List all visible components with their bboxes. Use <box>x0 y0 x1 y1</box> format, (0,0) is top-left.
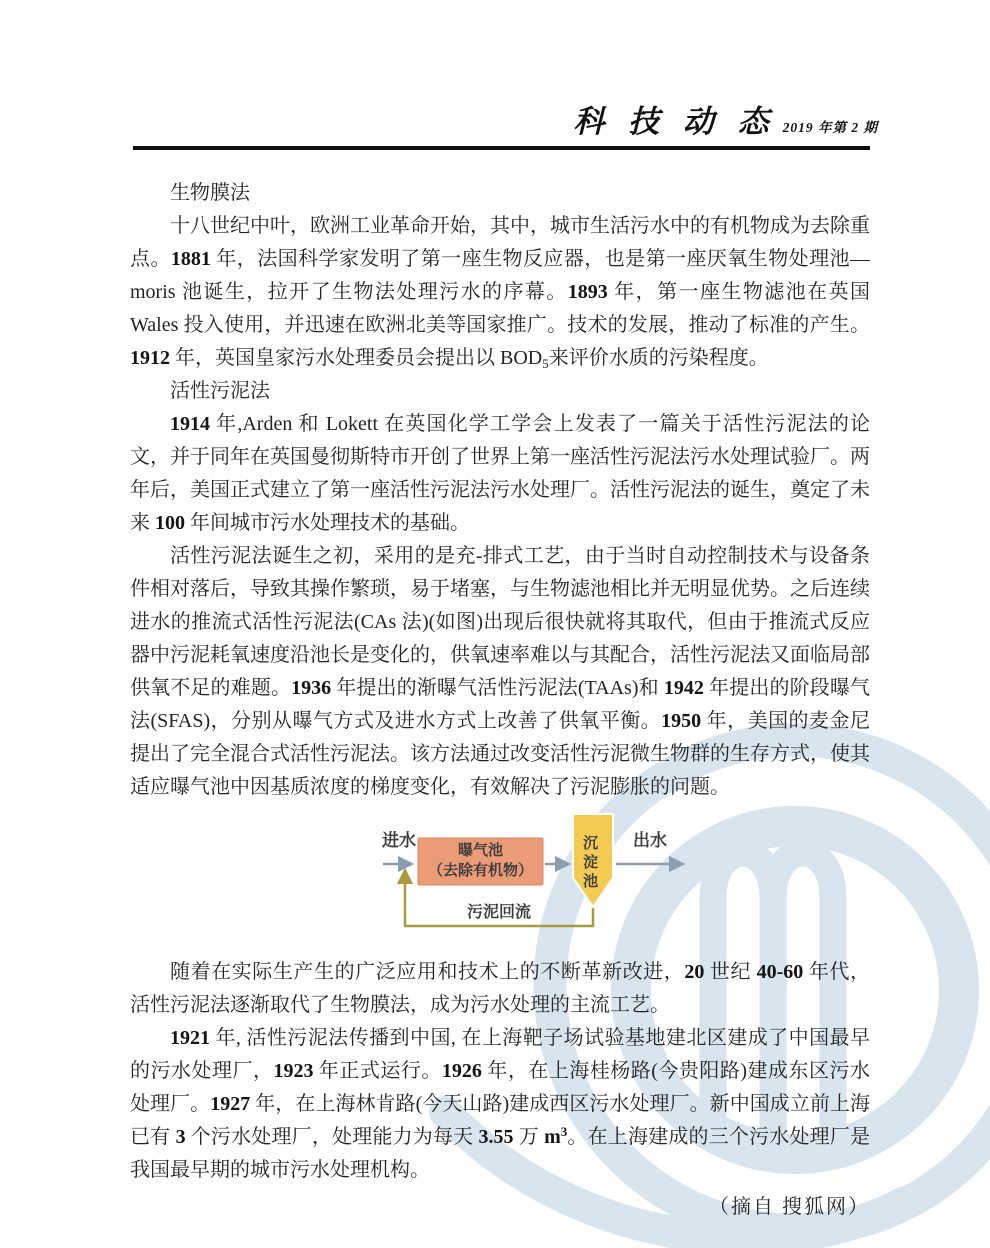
paragraph-process-evolution: 活性污泥法诞生之初，采用的是充-排式工艺，由于当时自动控制技术与设备条件相对落后，导致其操作繁琐，易于堵塞，与生物滤池相比并无明显优势。之后连续进水的推流式活性污泥法(CAs 法)(如图)出现后很快就将其取代，但由于推流式反应器中污泥耗氧速度沿池长是变化的，供氧速率难以与其配合，活性污泥法又面临局部供氧不足的难题。1936 年提出的渐曝气活性污泥法(TAAs)和 1942 年提出的阶段曝气法(SFAS)，分别从曝气方式及进水方式上改善了供氧平衡。1950 年，美国的麦金尼提出了完全混合式活性污泥法。该方法通过改变活性污泥微生物群的生存方式，使其适应曝气池中因基质浓度的梯度变化，有效解决了污泥膨胀的问题。 <box>130 545 871 798</box>
section-heading-biofilm: 生物膜法 <box>170 182 250 204</box>
article-body <box>130 177 870 1187</box>
section-heading-activated-sludge: 活性污泥法 <box>170 380 270 402</box>
diagram-outflow-label: 出水 <box>633 831 667 850</box>
header-rule <box>133 146 870 150</box>
source-attribution: （摘自 搜狐网） <box>709 1196 870 1218</box>
diagram-sludge-return-label: 污泥回流 <box>467 904 532 921</box>
journal-issue: 2019 年第 2 期 <box>782 120 878 135</box>
page-header <box>133 96 878 141</box>
journal-title: 科 技 动 态 <box>573 104 777 139</box>
diagram-inflow-label: 进水 <box>382 831 416 850</box>
paragraph-mainstream: 随着在实际生产生的广泛应用和技术上的不断革新改进，20 世纪 40-60 年代，活性污泥法逐渐取代了生物膜法，成为污水处理的主流工艺。 <box>130 961 871 1016</box>
diagram-aeration-tank-label <box>418 841 543 881</box>
aeration-tank-label-line1: 曝气池 <box>457 842 503 859</box>
paragraph-activated-sludge-origin: 1914 年,Arden 和 Lokett 在英国化学工学会上发表了一篇关于活性污泥法的论文，并于同年在英国曼彻斯特市开创了世界上第一座活性污泥法污水处理试验厂。两年后，美国正式建立了第一座活性污泥法污水处理厂。活性污泥法的诞生，奠定了未来 100 年间城市污水处理技术的基础。 <box>130 413 870 534</box>
process-flow-diagram <box>380 811 700 943</box>
paragraph-china-history: 1921 年, 活性污泥法传播到中国, 在上海靶子场试验基地建北区建成了中国最早的污水处理厂，1923 年正式运行。1926 年，在上海桂杨路(今贵阳路)建成东区污水处理厂。1927 年，在上海林肯路(今天山路)建成西区污水处理厂。新中国成立前上海已有 3 个污水处理厂，处理能力为每天 3.55 万 $m^3$。在上海建成的三个污水处理厂是我国最早期的城市污水处理机构。 <box>130 1027 871 1181</box>
diagram-sedimentation-tank-label: 沉淀池 <box>581 834 598 892</box>
aeration-tank-label-line2: （去除有机物） <box>427 862 533 879</box>
paragraph-biofilm-history: 十八世纪中叶，欧洲工业革命开始，其中，城市生活污水中的有机物成为去除重点。1881 年，法国科学家发明了第一座生物反应器，也是第一座厌氧生物处理池—moris 池诞生，拉开了生物法处理污水的序幕。1893 年，第一座生物滤池在英国 Wales 投入使用，并迅速在欧洲北美等国家推广。技术的发展，推动了标准的产生。1912 年，英国皇家污水处理委员会提出以 $BOD_5$来评价水质的污染程度。 <box>130 215 871 371</box>
